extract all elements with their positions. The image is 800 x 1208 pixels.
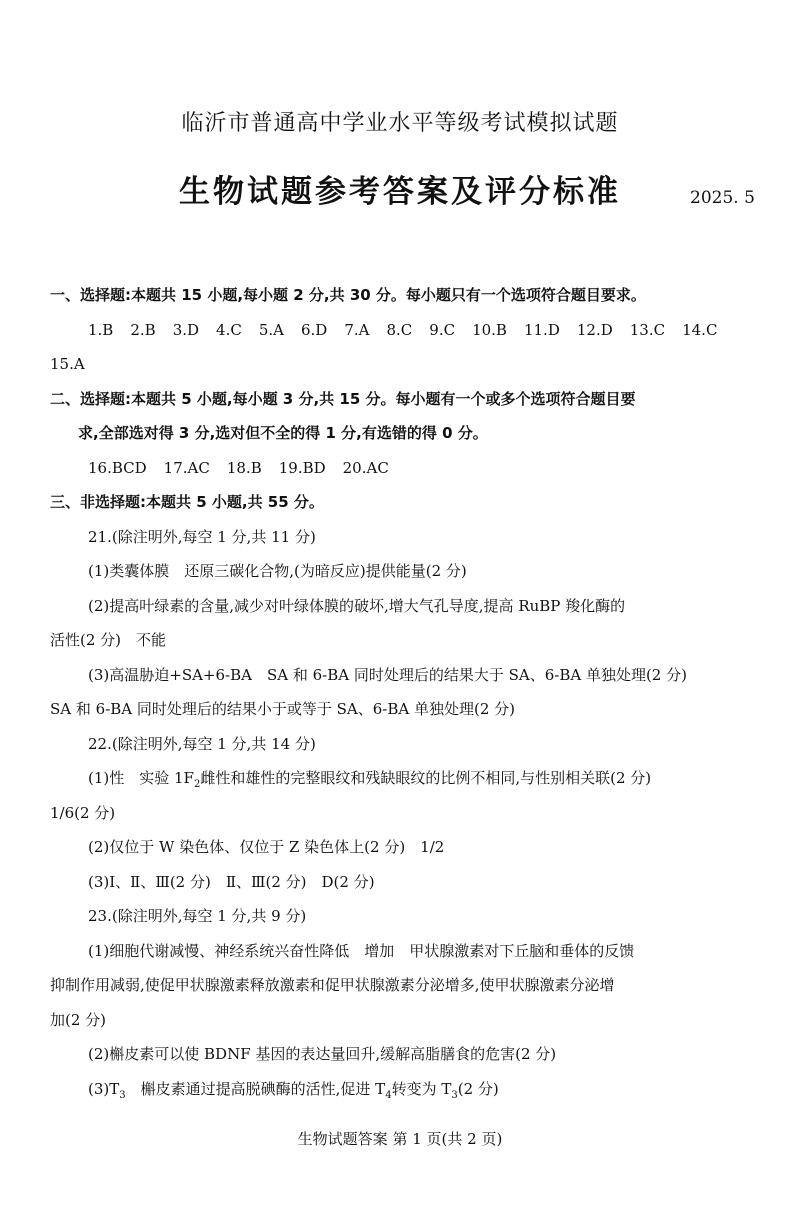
q22-head: 22.(除注明外,每空 1 分,共 14 分) <box>88 734 316 753</box>
q23-part3 <box>50 1072 762 1107</box>
answer-item: 14.C <box>682 320 718 339</box>
q22-part1-line2: 1/6(2 分) <box>50 803 116 822</box>
q22-part3: (3)Ⅰ、Ⅱ、Ⅲ(2 分) Ⅱ、Ⅲ(2 分) D(2 分) <box>88 872 375 891</box>
q23-part1-line3: 加(2 分) <box>50 1010 107 1029</box>
q22-part1-text-b: 雌性和雄性的完整眼纹和残缺眼纹的比例不相同,与性别相关联(2 分) <box>200 769 652 787</box>
q21-part1: (1)类囊体膜 还原三碳化合物,(为暗反应)提供能量(2 分) <box>88 562 467 580</box>
subscript: 3 <box>119 1089 126 1101</box>
q23-part1-line1: (1)细胞代谢减慢、神经系统兴奋性降低 增加 甲状腺激素对下丘脑和垂体的反馈 <box>88 941 635 960</box>
section1-heading: 一、选择题:本题共 15 小题,每小题 2 分,共 30 分。每小题只有一个选项符合题目要求。 <box>50 286 646 304</box>
exam-date: 2025. 5 <box>690 188 755 208</box>
answer-item: 18.B <box>226 458 262 477</box>
answer-item: 7.A <box>344 320 370 339</box>
section3-heading: 三、非选择题:本题共 5 小题,共 55 分。 <box>50 493 324 511</box>
answer-item: 4.C <box>216 320 242 339</box>
page-title: 生物试题参考答案及评分标准 <box>179 174 621 210</box>
q21-part3-line2: SA 和 6-BA 同时处理后的结果小于或等于 SA、6-BA 单独处理(2 分) <box>50 700 516 718</box>
answer-item: 12.D <box>576 320 613 339</box>
exam-subtitle: 临沂市普通高中学业水平等级考试模拟试题 <box>181 111 619 136</box>
section2-heading-line1: 二、选择题:本题共 5 小题,每小题 3 分,共 15 分。每小题有一个或多个选项符合题目要 <box>50 389 636 408</box>
q22-part1-text-a: (1)性 实验 1F <box>88 769 194 787</box>
subscript: 3 <box>451 1089 458 1101</box>
q23-part3-text-c: 转变为 T <box>391 1079 452 1098</box>
answer-item: 8.C <box>386 320 413 339</box>
answer-item: 1.B <box>88 320 114 339</box>
q23-part1-line2: 抑制作用减弱,使促甲状腺激素释放激素和促甲状腺激素分泌增多,使甲状腺激素分泌增 <box>50 976 615 994</box>
answer-item: 3.D <box>172 320 200 339</box>
section1-last-answer: 15.A <box>50 355 85 373</box>
q21-part2-line2: 活性(2 分) 不能 <box>50 631 167 649</box>
q23-part3-text-b: 槲皮素通过提高脱碘酶的活性,促进 T <box>125 1079 386 1098</box>
section2-heading-line2: 求,全部选对得 3 分,选对但不全的得 1 分,有选错的得 0 分。 <box>78 424 488 442</box>
answer-item: 10.B <box>472 320 507 339</box>
q23-part3-text-d: (2 分) <box>457 1079 499 1098</box>
q21-part3-line1: (3)高温胁迫+SA+6-BA SA 和 6-BA 同时处理后的结果大于 SA、6-BA 单独处理(2 分) <box>88 665 687 684</box>
q21-head: 21.(除注明外,每空 1 分,共 11 分) <box>88 527 316 546</box>
answer-item: 11.D <box>523 320 560 339</box>
answer-item: 9.C <box>429 320 456 339</box>
subscript: 4 <box>385 1089 392 1101</box>
q22-part1-line1 <box>50 761 762 796</box>
answer-item: 6.D <box>300 320 328 339</box>
q23-part2: (2)槲皮素可以使 BDNF 基因的表达量回升,缓解高脂膳食的危害(2 分) <box>88 1045 557 1063</box>
q22-part2: (2)仅位于 W 染色体、仅位于 Z 染色体上(2 分) 1/2 <box>88 838 445 856</box>
answer-item: 2.B <box>130 320 156 339</box>
subscript: 2 <box>193 779 201 790</box>
page-footer: 生物试题答案 第 1 页(共 2 页) <box>297 1130 503 1148</box>
q23-head: 23.(除注明外,每空 1 分,共 9 分) <box>88 907 307 925</box>
q23-part3-text-a: (3)T <box>88 1079 120 1098</box>
section2-answers <box>50 451 762 486</box>
answer-content <box>50 278 762 1106</box>
answer-item: 19.BD <box>278 458 326 477</box>
section1-answers <box>50 313 762 348</box>
answer-item: 20.AC <box>342 458 389 477</box>
answer-item: 16.BCD <box>88 458 147 477</box>
q21-part2-line1: (2)提高叶绿素的含量,减少对叶绿体膜的破坏,增大气孔导度,提高 RuBP 羧化酶的 <box>88 596 626 615</box>
answer-item: 13.C <box>629 320 666 339</box>
answer-item: 17.AC <box>163 458 210 477</box>
answer-item: 5.A <box>258 320 284 339</box>
